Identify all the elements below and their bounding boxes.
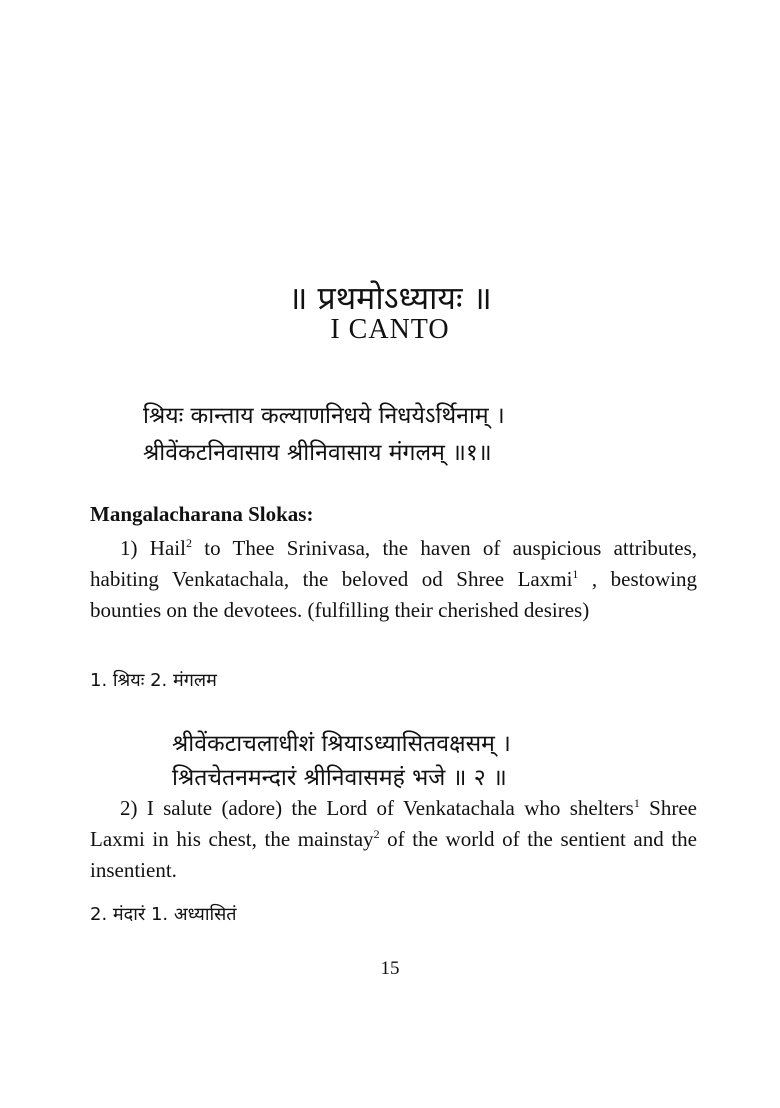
footnote-ref: 1 [572,567,579,581]
footnote-ref: 2 [373,827,380,841]
text: , bestowing bounties on the devotees. (fulfilling their cherished desires) [90,567,698,622]
canto-heading: I CANTO [330,314,450,345]
footnote-2: 2. मंदारं 1. अध्यासितं [90,904,237,925]
footnote-1: 1. श्रियः 2. मंगलम [90,670,217,691]
text: 2) I salute (adore) the Lord of Venkatachala who shelters [120,796,634,820]
chapter-title: ॥ प्रथमोऽध्यायः ॥ [288,279,492,317]
verse-1-line-2: श्रीवेंकटनिवासाय श्रीनिवासाय मंगलम् ॥१॥ [143,440,492,466]
section-heading: Mangalacharana Slokas: [90,502,314,526]
paragraph-2 [90,793,697,886]
text: of the world of the sentient and the insentient. [90,827,697,882]
verse-1-line-1: श्रियः कान्ताय कल्याणनिधये निधयेऽर्थिनाम् । [143,403,505,429]
paragraph-1 [90,533,697,626]
footnote-ref: 1 [633,796,640,810]
page-number: 15 [380,958,400,979]
verse-2-line-1: श्रीवेंकटाचलाधीशं श्रियाऽध्यासितवक्षसम् । [172,731,511,757]
text: to Thee Srinivasa, the haven of auspicious attributes, habiting Venkatachala, the beloved od Shree Laxmi [90,536,697,591]
text: Shree Laxmi in his chest, the mainstay [90,796,697,851]
text: 1) Hail [120,536,186,560]
footnote-ref: 2 [185,536,192,550]
verse-2-line-2: श्रितचेतनमन्दारं श्रीनिवासमहं भजे ॥ २ ॥ [172,765,507,791]
